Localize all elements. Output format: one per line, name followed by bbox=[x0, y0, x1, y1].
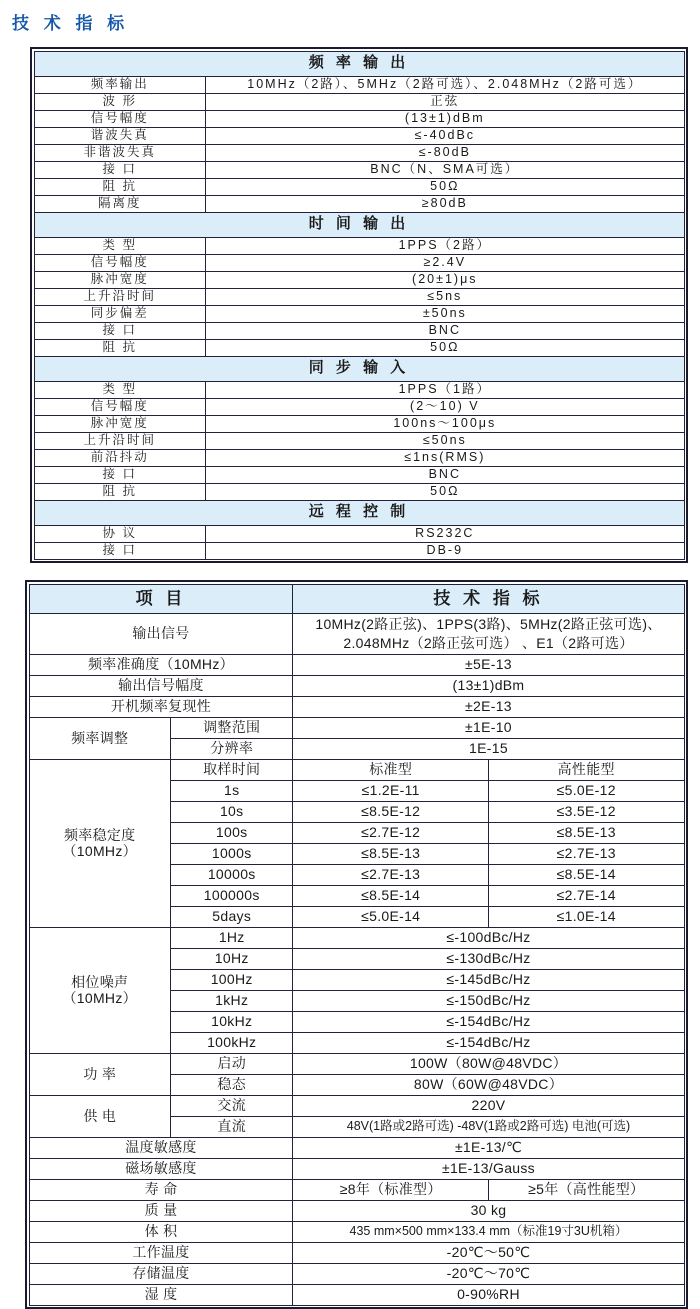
row-label: 输出信号 bbox=[29, 613, 293, 654]
row-value: ±1E-13/Gauss bbox=[293, 1158, 684, 1179]
row-value: ±1E-13/℃ bbox=[293, 1137, 684, 1158]
section-time-output bbox=[34, 212, 684, 237]
sub-label: 取样时间 bbox=[170, 759, 292, 780]
page-title: 技 术 指 标 bbox=[12, 14, 130, 33]
column-subheader-standard: 标准型 bbox=[293, 759, 489, 780]
row-value: 0-90%RH bbox=[293, 1284, 684, 1305]
group-label: 功 率 bbox=[29, 1053, 170, 1095]
row-value: ≤8.5E-13 bbox=[488, 822, 684, 843]
row-label: 接 口 bbox=[34, 161, 206, 178]
row-value: ≤2.7E-13 bbox=[488, 843, 684, 864]
table-row bbox=[34, 322, 684, 339]
table-row bbox=[34, 483, 684, 500]
row-value: ≤-154dBc/Hz bbox=[293, 1032, 684, 1053]
table-row bbox=[29, 1179, 684, 1200]
row-value: 48V(1路或2路可选) -48V(1路或2路可选) 电池(可选) bbox=[293, 1116, 684, 1137]
table-row bbox=[34, 110, 684, 127]
io-spec-table bbox=[30, 47, 688, 563]
table-row bbox=[29, 613, 684, 654]
row-value: ±5E-13 bbox=[293, 654, 684, 675]
group-label: 供 电 bbox=[29, 1095, 170, 1137]
table-row bbox=[34, 93, 684, 110]
row-value: 30 kg bbox=[293, 1200, 684, 1221]
row-label: 类 型 bbox=[34, 237, 206, 254]
row-value: ±50ns bbox=[206, 305, 684, 322]
row-label: 同步偏差 bbox=[34, 305, 206, 322]
section-header: 同 步 输 入 bbox=[34, 356, 684, 381]
table-row bbox=[34, 271, 684, 288]
column-header-spec: 技 术 指 标 bbox=[293, 584, 684, 613]
row-value: ≤-150dBc/Hz bbox=[293, 990, 684, 1011]
row-value: ≤-145dBc/Hz bbox=[293, 969, 684, 990]
row-value: ±2E-13 bbox=[293, 696, 684, 717]
table-row bbox=[34, 305, 684, 322]
table-row bbox=[29, 1200, 684, 1221]
row-label: 前沿抖动 bbox=[34, 449, 206, 466]
row-value: 10MHz（2路）、5MHz（2路可选）、2.048MHz（2路可选） bbox=[206, 76, 684, 93]
row-label: 波 形 bbox=[34, 93, 206, 110]
section-header: 频 率 输 出 bbox=[34, 51, 684, 76]
table-row bbox=[34, 398, 684, 415]
row-value: (2～10) V bbox=[206, 398, 684, 415]
row-value: ≤50ns bbox=[206, 432, 684, 449]
row-value: BNC bbox=[206, 322, 684, 339]
group-label-line1: 频率稳定度 bbox=[63, 826, 136, 843]
row-value: ≥2.4V bbox=[206, 254, 684, 271]
row-label: 上升沿时间 bbox=[34, 432, 206, 449]
section-remote-control bbox=[34, 500, 684, 525]
row-value: 1PPS（1路） bbox=[206, 381, 684, 398]
row-value: 80W（60W@48VDC） bbox=[293, 1074, 684, 1095]
row-label: 寿 命 bbox=[29, 1179, 293, 1200]
sub-label: 1Hz bbox=[170, 927, 292, 948]
row-value: RS232C bbox=[206, 525, 684, 542]
group-label bbox=[29, 759, 170, 927]
table-header-row bbox=[29, 584, 684, 613]
table-row bbox=[34, 237, 684, 254]
sub-label: 分辨率 bbox=[170, 738, 292, 759]
table-row bbox=[34, 144, 684, 161]
row-value: ≤5ns bbox=[206, 288, 684, 305]
row-value-high-perf: ≥5年（高性能型） bbox=[488, 1179, 684, 1200]
row-label: 存储温度 bbox=[29, 1263, 293, 1284]
row-value: 50Ω bbox=[206, 178, 684, 195]
sub-label: 10s bbox=[170, 801, 292, 822]
row-value: 50Ω bbox=[206, 483, 684, 500]
row-value: 正弦 bbox=[206, 93, 684, 110]
sub-label: 1000s bbox=[170, 843, 292, 864]
row-label: 脉冲宽度 bbox=[34, 415, 206, 432]
row-value: ≤-40dBc bbox=[206, 127, 684, 144]
row-value: ≤2.7E-14 bbox=[488, 885, 684, 906]
table-row bbox=[34, 449, 684, 466]
row-label: 磁场敏感度 bbox=[29, 1158, 293, 1179]
row-label: 接 口 bbox=[34, 322, 206, 339]
table-row bbox=[34, 195, 684, 212]
sub-label: 100kHz bbox=[170, 1032, 292, 1053]
sub-label: 10kHz bbox=[170, 1011, 292, 1032]
row-value: 435 mm×500 mm×133.4 mm（标准19寸3U机箱） bbox=[293, 1221, 684, 1242]
row-value: 1PPS（2路） bbox=[206, 237, 684, 254]
section-sync-input bbox=[34, 356, 684, 381]
section-frequency-output bbox=[34, 51, 684, 76]
table-row bbox=[34, 432, 684, 449]
row-value: ≤5.0E-14 bbox=[293, 906, 489, 927]
row-label: 协 议 bbox=[34, 525, 206, 542]
table-row bbox=[34, 288, 684, 305]
table-row bbox=[29, 1242, 684, 1263]
row-label: 频率输出 bbox=[34, 76, 206, 93]
table-row bbox=[34, 254, 684, 271]
row-value: BNC（N、SMA可选） bbox=[206, 161, 684, 178]
sub-label: 10Hz bbox=[170, 948, 292, 969]
tech-spec-table bbox=[25, 580, 688, 1309]
sub-label: 5days bbox=[170, 906, 292, 927]
row-label: 湿 度 bbox=[29, 1284, 293, 1305]
group-label bbox=[29, 927, 170, 1053]
section-header: 时 间 输 出 bbox=[34, 212, 684, 237]
row-label: 谐波失真 bbox=[34, 127, 206, 144]
sub-label: 调整范围 bbox=[170, 717, 292, 738]
sub-label: 100Hz bbox=[170, 969, 292, 990]
row-value: 100ns～100μs bbox=[206, 415, 684, 432]
row-label: 隔离度 bbox=[34, 195, 206, 212]
table-row bbox=[34, 127, 684, 144]
table-row bbox=[29, 1158, 684, 1179]
table-row bbox=[34, 542, 684, 559]
row-label: 上升沿时间 bbox=[34, 288, 206, 305]
row-value: ≤8.5E-12 bbox=[293, 801, 489, 822]
row-value: ≤2.7E-13 bbox=[293, 864, 489, 885]
sub-label: 1s bbox=[170, 780, 292, 801]
row-value: DB-9 bbox=[206, 542, 684, 559]
row-value: ≤1ns(RMS) bbox=[206, 449, 684, 466]
sub-label: 10000s bbox=[170, 864, 292, 885]
table-row bbox=[34, 381, 684, 398]
sub-label: 直流 bbox=[170, 1116, 292, 1137]
row-value: 50Ω bbox=[206, 339, 684, 356]
row-label: 脉冲宽度 bbox=[34, 271, 206, 288]
row-label: 阻 抗 bbox=[34, 178, 206, 195]
tech-spec-table-grid bbox=[29, 584, 685, 1306]
row-value: ≤-100dBc/Hz bbox=[293, 927, 684, 948]
table-row bbox=[29, 1137, 684, 1158]
row-value: ≤-154dBc/Hz bbox=[293, 1011, 684, 1032]
sub-label: 100s bbox=[170, 822, 292, 843]
column-header-item: 项 目 bbox=[29, 584, 293, 613]
table-row bbox=[29, 696, 684, 717]
row-label: 类 型 bbox=[34, 381, 206, 398]
row-label: 阻 抗 bbox=[34, 483, 206, 500]
row-value: -20℃～50℃ bbox=[293, 1242, 684, 1263]
table-row bbox=[34, 466, 684, 483]
row-value: ≤1.2E-11 bbox=[293, 780, 489, 801]
table-row bbox=[34, 76, 684, 93]
table-row bbox=[29, 1284, 684, 1305]
row-value-standard: ≥8年（标准型） bbox=[293, 1179, 489, 1200]
row-value: ≤8.5E-13 bbox=[293, 843, 489, 864]
row-value: ≤8.5E-14 bbox=[488, 864, 684, 885]
row-label: 工作温度 bbox=[29, 1242, 293, 1263]
row-label: 信号幅度 bbox=[34, 398, 206, 415]
sub-label: 1kHz bbox=[170, 990, 292, 1011]
row-label: 信号幅度 bbox=[34, 254, 206, 271]
row-value: -20℃～70℃ bbox=[293, 1263, 684, 1284]
row-label: 阻 抗 bbox=[34, 339, 206, 356]
sub-label: 100000s bbox=[170, 885, 292, 906]
table-row bbox=[29, 1221, 684, 1242]
row-label: 接 口 bbox=[34, 542, 206, 559]
row-value: ≤1.0E-14 bbox=[488, 906, 684, 927]
table-row bbox=[34, 339, 684, 356]
section-header: 远 程 控 制 bbox=[34, 500, 684, 525]
row-label: 质 量 bbox=[29, 1200, 293, 1221]
row-value: ≤5.0E-12 bbox=[488, 780, 684, 801]
table-row bbox=[34, 161, 684, 178]
group-label-line1: 相位噪声 bbox=[71, 973, 129, 990]
table-row bbox=[29, 759, 684, 780]
row-value: (13±1)dBm bbox=[293, 675, 684, 696]
table-row bbox=[29, 927, 684, 948]
io-spec-table-grid bbox=[34, 51, 685, 560]
row-label: 接 口 bbox=[34, 466, 206, 483]
row-label: 体 积 bbox=[29, 1221, 293, 1242]
row-value: ≤3.5E-12 bbox=[488, 801, 684, 822]
row-value: (20±1)μs bbox=[206, 271, 684, 288]
row-value: (13±1)dBm bbox=[206, 110, 684, 127]
sub-label: 交流 bbox=[170, 1095, 292, 1116]
table-row bbox=[29, 1263, 684, 1284]
row-value: BNC bbox=[206, 466, 684, 483]
table-row bbox=[29, 717, 684, 738]
row-value: ≥80dB bbox=[206, 195, 684, 212]
table-row bbox=[34, 525, 684, 542]
table-row bbox=[29, 675, 684, 696]
row-value: 10MHz(2路正弦)、1PPS(3路)、5MHz(2路正弦可选)、2.048MHz（2路正弦可选） 、E1（2路可选） bbox=[293, 613, 684, 654]
row-value: ≤-80dB bbox=[206, 144, 684, 161]
row-value: ≤8.5E-14 bbox=[293, 885, 489, 906]
row-value: ±1E-10 bbox=[293, 717, 684, 738]
table-row bbox=[34, 178, 684, 195]
row-value: 1E-15 bbox=[293, 738, 684, 759]
group-label-line2: （10MHz） bbox=[62, 990, 137, 1006]
row-value: 220V bbox=[293, 1095, 684, 1116]
row-label: 信号幅度 bbox=[34, 110, 206, 127]
row-label: 输出信号幅度 bbox=[29, 675, 293, 696]
row-value: 100W（80W@48VDC） bbox=[293, 1053, 684, 1074]
group-label: 频率调整 bbox=[29, 717, 170, 759]
row-label: 温度敏感度 bbox=[29, 1137, 293, 1158]
table-row bbox=[29, 1095, 684, 1116]
table-row bbox=[29, 654, 684, 675]
row-label: 频率准确度（10MHz） bbox=[29, 654, 293, 675]
group-label-line2: （10MHz） bbox=[62, 843, 137, 859]
row-value: ≤2.7E-12 bbox=[293, 822, 489, 843]
table-row bbox=[34, 415, 684, 432]
sub-label: 启动 bbox=[170, 1053, 292, 1074]
row-label: 非谐波失真 bbox=[34, 144, 206, 161]
column-subheader-high-perf: 高性能型 bbox=[488, 759, 684, 780]
row-value: ≤-130dBc/Hz bbox=[293, 948, 684, 969]
row-label: 开机频率复现性 bbox=[29, 696, 293, 717]
table-row bbox=[29, 1053, 684, 1074]
sub-label: 稳态 bbox=[170, 1074, 292, 1095]
